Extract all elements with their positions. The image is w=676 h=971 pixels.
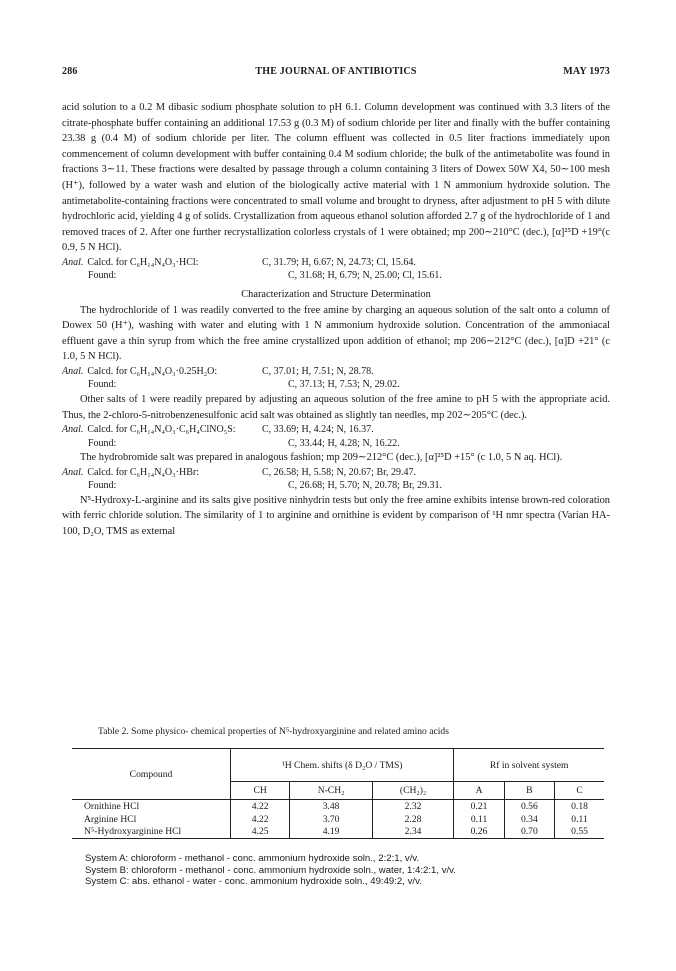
anal-label: Anal.: [62, 365, 84, 377]
calcd-label: Calcd. for C₆H₁₄N₄O₃·HBr:: [87, 466, 199, 478]
cell-a: 0.26: [454, 826, 504, 839]
cell-c: 0.55: [555, 826, 604, 839]
paragraph-5: N⁵-Hydroxy-L-arginine and its salts give positive ninhydrin tests but only the free amine exhibits intense brown-red coloration with ferric chloride solution. The similarity of 1 to arginine and ornithine is evident by comparison of ¹H nmr spectra (Varian HA-100, D₂O, TMS as external: [62, 494, 610, 537]
cell-nch2: 4.19: [290, 826, 372, 839]
journal-title: THE JOURNAL OF ANTIBIOTICS: [255, 66, 417, 77]
analysis-block-3: [62, 423, 610, 450]
note-system-b: System B: chloroform - methanol - conc. ammonium hydroxide soln., water, 1:4:2:1, v/v.: [85, 864, 456, 876]
found-values: C, 33.44; H, 4.28; N, 16.22.: [288, 437, 400, 449]
header-rf: Rf in solvent system: [454, 749, 604, 782]
subheader-nch2: N-CH₂: [290, 782, 372, 800]
properties-table: [72, 748, 604, 839]
cell-ch: 4.25: [231, 826, 290, 839]
section-heading: Characterization and Structure Determination: [241, 288, 431, 300]
calcd-label: Calcd. for C₆H₁₄N₄O₃·C₆H₄ClNO₅S:: [87, 424, 236, 436]
cell-ch22: 2.34: [372, 826, 454, 839]
paragraph-2: The hydrochloride of 1 was readily converted to the free amine by charging an aqueous solution of the salt onto a column of Dowex 50 (H⁺), washing with water and eluting with 1 N ammonium hydroxide solution. Concentration of the ammoniacal effluent gave a thin syrup from which the free amine crystallized upon addition of ethanol; mp 206∼212°C (dec.), [α]D +21° (c 1.0, 5 N HCl).: [62, 304, 610, 363]
cell-c: 0.18: [571, 800, 588, 812]
cell-ch22: 2.32: [372, 800, 454, 813]
table-row: [72, 813, 604, 826]
subheader-b: B: [504, 782, 554, 800]
table-row: [72, 826, 604, 839]
cell-nch2: 3.48: [290, 800, 372, 813]
subheader-a: A: [454, 782, 504, 800]
anal-label: Anal.: [62, 256, 84, 268]
note-system-a: System A: chloroform - methanol - conc. ammonium hydroxide soln., 2:2:1, v/v.: [85, 853, 420, 864]
note-system-c: System C: abs. ethanol - water - conc. ammonium hydroxide soln., 49:49:2, v/v.: [85, 876, 422, 887]
cell-ch: 4.22: [231, 800, 290, 813]
calcd-values: C, 26.58; H, 5.58; N, 20.67; Br, 29.47.: [262, 466, 417, 478]
cell-b: 0.70: [504, 826, 554, 839]
subheader-ch: CH: [231, 782, 290, 800]
subheader-c: C: [555, 782, 604, 800]
cell-ch22: 2.28: [372, 813, 454, 826]
found-values: C, 37.13; H, 7.53; N, 29.02.: [288, 379, 400, 391]
running-header: [62, 66, 610, 82]
cell-a: 0.11: [454, 813, 504, 826]
subheader-ch2-2: (CH₂)₂: [372, 782, 454, 800]
found-label: Found:: [88, 437, 117, 449]
article-body: [62, 100, 610, 539]
compound-name: Arginine HCl: [72, 813, 231, 826]
anal-label: Anal.: [62, 424, 84, 436]
found-values: C, 26.68; H, 5.70; N, 20.78; Br, 29.31.: [288, 480, 443, 492]
analysis-block-2: [62, 365, 610, 392]
paragraph-3: Other salts of 1 were readily prepared by adjusting an aqueous solution of the free amine to pH 5 with the appropriate acid. Thus, the 2-chloro-5-nitrobenzenesulfonic acid salt was obtained as slightly tan needles, mp 202∼205°C (dec.).: [62, 393, 610, 421]
paragraph-4: The hydrobromide salt was prepared in analogous fashion; mp 209∼212°C (dec.), [α]²⁵D +15° (c 1.0, 5 N aq. HCl).: [80, 452, 563, 464]
analysis-block-4: [62, 466, 610, 493]
found-label: Found:: [88, 480, 117, 492]
cell-ch: 4.22: [231, 813, 290, 826]
analysis-block-1: [62, 256, 610, 283]
calcd-label: Calcd. for C₆H₁₄N₄O₃·0.25H₂O:: [87, 365, 218, 377]
page-number: 286: [62, 66, 78, 77]
issue-date: MAY 1973: [563, 66, 610, 77]
found-label: Found:: [88, 270, 117, 282]
compound-name: N⁵-Hydroxyarginine HCl: [72, 826, 231, 839]
cell-b: 0.56: [504, 800, 554, 813]
table-notes: [85, 853, 456, 888]
cell-c: 0.11: [571, 813, 588, 825]
calcd-label: Calcd. for C₆H₁₄N₄O₃·HCl:: [87, 256, 199, 268]
header-chem-shifts: ¹H Chem. shifts (δ D₂O / TMS): [231, 749, 454, 782]
cell-a: 0.21: [454, 800, 504, 813]
cell-nch2: 3.70: [290, 813, 372, 826]
anal-label: Anal.: [62, 466, 84, 478]
table-row: [72, 800, 604, 813]
compound-name: Ornithine HCl: [72, 800, 231, 813]
calcd-values: C, 33.69; H, 4.24; N, 16.37.: [262, 424, 374, 436]
calcd-values: C, 31.79; H, 6.67; N, 24.73; Cl, 15.64.: [262, 256, 416, 268]
found-label: Found:: [88, 379, 117, 391]
header-compound: Compound: [72, 749, 231, 800]
found-values: C, 31.68; H, 6.79; N, 25.00; Cl, 15.61.: [288, 270, 442, 282]
paragraph-1: acid solution to a 0.2 M dibasic sodium phosphate solution to pH 6.1. Column development was continued with 3.3 liters of the citrate-phosphate buffer containing an additional 17.53 g (0.3 M) of sodium chloride per liter and finally with the buffer containing 23.38 g (0.4 M) of sodium chloride per liter. The column effluent was collected in 0.5 liter fractions immediately upon commencement of column development with buffer containing 0.4 M sodium chloride; the bulk of the antimetabolite was found in fractions 3∼11. These fractions were desalted by passage through a column containing 3 liters of Dowex 50W X4, 50∼100 mesh (H⁺), followed by a water wash and elution of the biologically active material with 1 N ammonium hydroxide solution. The antimetabolite-containing fractions were concentrated to small volume and brought to dryness, after adjustment to pH 5 with dilute hydrochloric acid, yielding 4 g of solids. Crystallization from aqueous ethanol solution afforded 2.7 g of the hydrochloride of 1 and removed traces of 2. After one further recrystallization colorless crystals of 1 were obtained; mp 200∼210°C (dec.), [α]²⁵D +19°(c 0.9, 5 N HCl).: [62, 102, 610, 254]
calcd-values: C, 37.01; H, 7.51; N, 28.78.: [262, 365, 374, 377]
table-caption: Table 2. Some physico- chemical properties of N⁵-hydroxyarginine and related amino acids: [98, 726, 449, 737]
cell-b: 0.34: [504, 813, 554, 826]
